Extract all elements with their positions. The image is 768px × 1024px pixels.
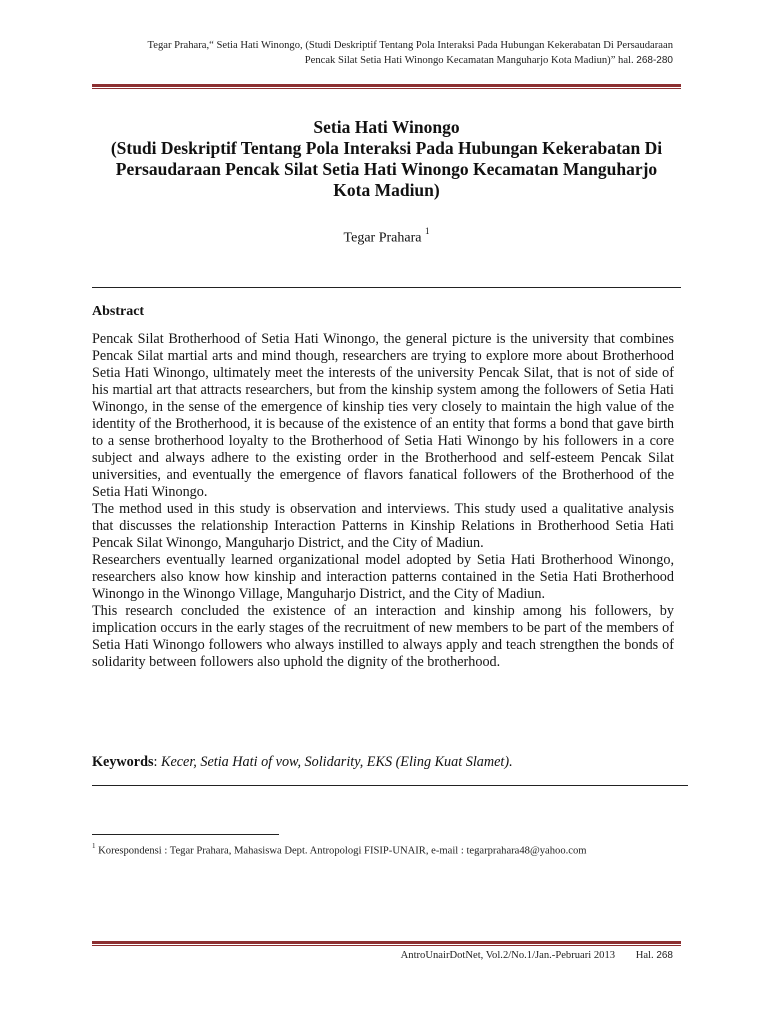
running-header-line-2 xyxy=(92,53,673,68)
title-line-2: (Studi Deskriptif Tentang Pola Interaksi Pada Hubungan Kekerabatan Di xyxy=(110,138,663,158)
running-header-pages: 268-280 xyxy=(636,55,673,66)
abstract-paragraph-2: The method used in this study is observation and interviews. This study used a qualitative analysis that discusses the relationship Interaction Patterns in Kinship Relations in Brotherhood Setia Hati Pencak Silat Winongo, Manguharjo District, and the City of Madiun. xyxy=(92,501,674,551)
title-divider xyxy=(92,287,681,288)
keywords xyxy=(92,754,682,771)
title-line-4: Kota Madiun) xyxy=(333,180,440,200)
author-name: Tegar Prahara xyxy=(343,230,422,246)
running-header xyxy=(92,38,673,68)
title-line-3: Persaudaraan Pencak Silat Setia Hati Winongo Kecamatan Manguharjo xyxy=(115,159,658,179)
running-footer xyxy=(92,950,673,961)
title-line-1: Setia Hati Winongo xyxy=(313,117,460,137)
keywords-divider xyxy=(92,785,688,786)
footer-page-label xyxy=(636,950,673,961)
running-header-line-1: Tegar Prahara,“ Setia Hati Winongo, (Studi Deskriptif Tentang Pola Interaksi Pada Hubungan Kekerabatan Di Persaudaraan xyxy=(147,40,673,51)
author-footnote-mark: 1 xyxy=(424,226,430,236)
paper-title xyxy=(92,117,681,201)
abstract-body xyxy=(92,331,674,671)
keywords-list: Kecer, Setia Hati of vow, Solidarity, EKS (Eling Kuat Slamet). xyxy=(160,754,513,770)
footer-page-number: 268 xyxy=(656,950,673,961)
footnote xyxy=(92,843,682,857)
footer-journal: AntroUnairDotNet, Vol.2/No.1/Jan.-Pebruari 2013 xyxy=(400,950,616,961)
abstract-paragraph-3: Researchers eventually learned organizational model adopted by Setia Hati Brotherhood Winongo, researchers also know how kinship and interaction patterns contained in the Setia Hati Brotherhood Winongo in the Winongo Village, Manguharjo District, and the City of Madiun. xyxy=(92,552,674,602)
author-line xyxy=(92,228,681,247)
footer-hal-label: Hal. xyxy=(635,950,654,961)
running-header-citation: Pencak Silat Setia Hati Winongo Kecamatan Manguharjo Kota Madiun)” hal. xyxy=(304,55,634,66)
keywords-label: Keywords xyxy=(92,754,154,770)
header-rule xyxy=(92,84,681,90)
abstract-paragraph-1: Pencak Silat Brotherhood of Setia Hati Winongo, the general picture is the university that combines Pencak Silat martial arts and mind though, researchers are trying to explore more about Brotherhood Setia Hati Winongo, ultimately meet the interests of the university Pencak Silat, that is not of side of his martial art that attracts researchers, but from the kinship system among the followers of Setia Hati Winongo, in the sense of the emergence of kinship ties very closely to maintain the high value of the identity of the Brotherhood, it is because of the existence of an entity that forms a bond that gave birth to a sense brotherhood loyalty to the Brotherhood of Setia Hati Winongo by his followers in a core subject and always adhere to the existing order in the Brotherhood and self-esteem Pencak Silat universities, and eventually the emergence of flavors fanatical followers of the Brotherhood of the Setia Hati Winongo. xyxy=(92,331,674,500)
keywords-separator: : xyxy=(153,754,161,770)
abstract-paragraph-4: This research concluded the existence of an interaction and kinship among his followers, by implication occurs in the early stages of the recruitment of new members to be part of the members of Setia Hati Winongo followers who always instilled to always apply and teach strengthen the bonds of solidarity between followers also uphold the dignity of the brotherhood. xyxy=(92,603,674,670)
footnote-mark: 1 xyxy=(92,842,96,850)
footnote-separator xyxy=(92,834,279,835)
footer-rule xyxy=(92,941,681,947)
abstract-heading: Abstract xyxy=(92,304,145,319)
footnote-text: Korespondensi : Tegar Prahara, Mahasiswa Dept. Antropologi FISIP-UNAIR, e-mail : tegarprahara48@yahoo.com xyxy=(95,845,587,857)
